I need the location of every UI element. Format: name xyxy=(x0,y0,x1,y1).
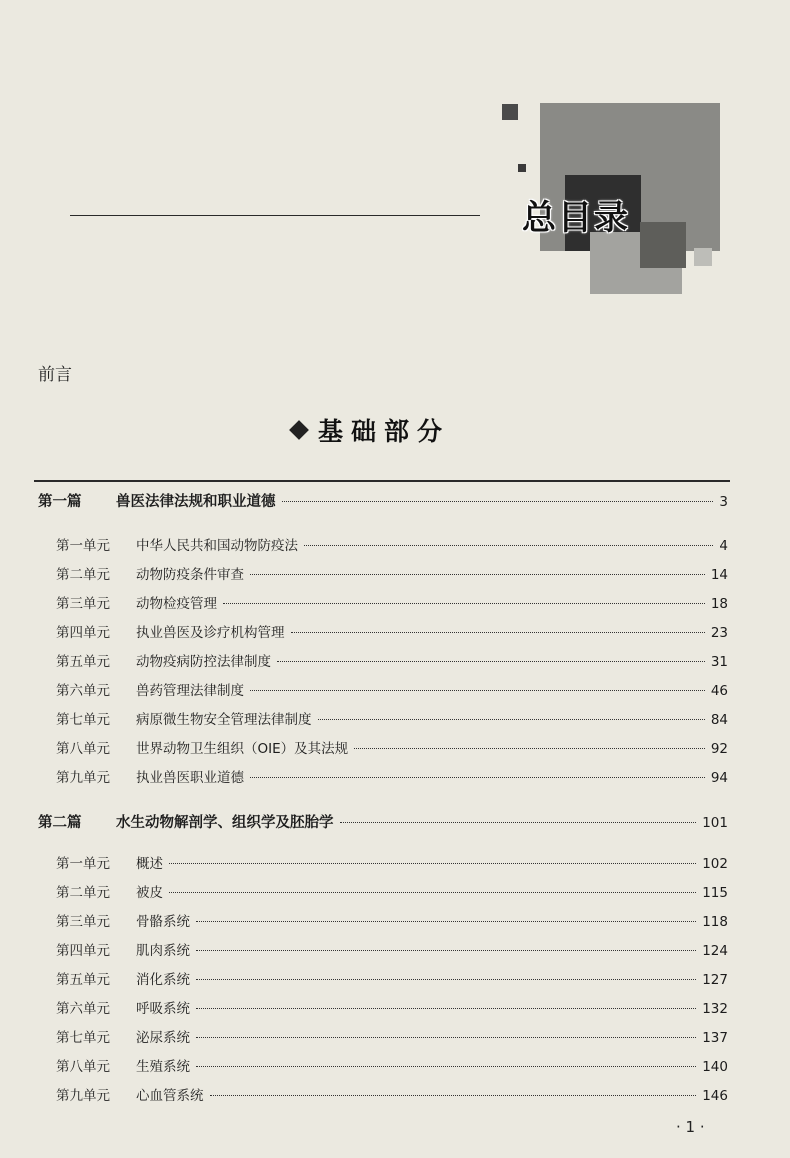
toc-part-entry[interactable] xyxy=(38,491,728,513)
toc-entry-title: 心血管系统 xyxy=(136,1088,204,1104)
toc-entry-page: 46 xyxy=(710,683,728,699)
preface-entry[interactable]: 前言 xyxy=(38,365,72,385)
top-rule xyxy=(70,215,480,216)
toc-entry-title: 兽药管理法律制度 xyxy=(136,683,244,699)
toc-entry-label: 第一篇 xyxy=(38,494,82,510)
dot-leader xyxy=(169,863,696,864)
toc-unit-entry[interactable] xyxy=(56,709,728,731)
dot-leader xyxy=(169,892,696,893)
toc-unit-entry[interactable] xyxy=(56,1027,728,1049)
toc-unit-entry[interactable] xyxy=(56,593,728,615)
dot-leader xyxy=(250,690,705,691)
toc-entry-label: 第四单元 xyxy=(56,625,110,641)
dot-leader xyxy=(196,1066,696,1067)
toc-entry-label: 第八单元 xyxy=(56,741,110,757)
toc-unit-entry[interactable] xyxy=(56,767,728,789)
toc-unit-entry[interactable] xyxy=(56,998,728,1020)
toc-entry-title: 病原微生物安全管理法律制度 xyxy=(136,712,312,728)
toc-entry-page: 137 xyxy=(702,1030,728,1046)
toc-entry-title: 世界动物卫生组织（OIE）及其法规 xyxy=(136,741,349,757)
dot-leader xyxy=(354,748,705,749)
toc-entry-label: 第五单元 xyxy=(56,972,110,988)
toc-unit-entry[interactable] xyxy=(56,535,728,557)
toc-unit-entry[interactable] xyxy=(56,882,728,904)
decorative-square xyxy=(640,222,686,268)
dot-leader xyxy=(250,574,705,575)
toc-entry-label: 第八单元 xyxy=(56,1059,110,1075)
toc-unit-entry[interactable] xyxy=(56,564,728,586)
dot-leader xyxy=(340,822,697,823)
dot-leader xyxy=(196,1037,696,1038)
toc-entry-title: 动物疫病防控法律制度 xyxy=(136,654,271,670)
toc-entry-label: 第六单元 xyxy=(56,1001,110,1017)
page-number: · 1 · xyxy=(676,1118,705,1136)
toc-entry-label: 第二篇 xyxy=(38,815,82,831)
dot-leader xyxy=(277,661,705,662)
toc-entry-page: 94 xyxy=(710,770,728,786)
decorative-square xyxy=(518,164,526,172)
toc-entry-label: 第三单元 xyxy=(56,914,110,930)
toc-entry-label: 第五单元 xyxy=(56,654,110,670)
toc-entry-label: 第一单元 xyxy=(56,856,110,872)
toc-entry-label: 第七单元 xyxy=(56,1030,110,1046)
toc-entry-title: 生殖系统 xyxy=(136,1059,190,1075)
dot-leader xyxy=(318,719,705,720)
toc-entry-label: 第九单元 xyxy=(56,1088,110,1104)
dot-leader xyxy=(223,603,705,604)
toc-entry-title: 被皮 xyxy=(136,885,163,901)
toc-entry-page: 14 xyxy=(710,567,728,583)
toc-entry-label: 第七单元 xyxy=(56,712,110,728)
toc-entry-page: 3 xyxy=(719,494,728,510)
toc-entry-page: 118 xyxy=(702,914,728,930)
toc-entry-page: 4 xyxy=(719,538,728,554)
toc-entry-label: 第二单元 xyxy=(56,567,110,583)
toc-entry-label: 第六单元 xyxy=(56,683,110,699)
toc-entry-page: 146 xyxy=(702,1088,728,1104)
toc-entry-title: 呼吸系统 xyxy=(136,1001,190,1017)
toc-unit-entry[interactable] xyxy=(56,1056,728,1078)
toc-entry-page: 18 xyxy=(710,596,728,612)
toc-entry-title: 动物检疫管理 xyxy=(136,596,217,612)
toc-unit-entry[interactable] xyxy=(56,622,728,644)
dot-leader xyxy=(304,545,713,546)
toc-entry-title: 动物防疫条件审查 xyxy=(136,567,244,583)
toc-entry-page: 140 xyxy=(702,1059,728,1075)
toc-entry-title: 兽医法律法规和职业道德 xyxy=(116,494,276,510)
section-title: 基础部分 xyxy=(318,417,451,446)
page-title: 总目录 xyxy=(522,198,630,238)
dot-leader xyxy=(196,921,696,922)
toc-unit-entry[interactable] xyxy=(56,680,728,702)
dot-leader xyxy=(196,979,696,980)
toc-entry-title: 肌肉系统 xyxy=(136,943,190,959)
diamond-icon xyxy=(289,420,309,440)
toc-entry-page: 127 xyxy=(702,972,728,988)
toc-entry-title: 中华人民共和国动物防疫法 xyxy=(136,538,298,554)
toc-entry-page: 92 xyxy=(710,741,728,757)
toc-unit-entry[interactable] xyxy=(56,853,728,875)
toc-entry-page: 84 xyxy=(710,712,728,728)
toc-entry-page: 124 xyxy=(702,943,728,959)
decorative-square xyxy=(694,248,712,266)
dot-leader xyxy=(291,632,705,633)
toc-entry-page: 101 xyxy=(702,815,728,831)
toc-entry-label: 第四单元 xyxy=(56,943,110,959)
toc-entry-title: 水生动物解剖学、组织学及胚胎学 xyxy=(116,815,334,831)
dot-leader xyxy=(282,501,714,502)
toc-entry-title: 消化系统 xyxy=(136,972,190,988)
toc-entry-label: 第一单元 xyxy=(56,538,110,554)
section-rule xyxy=(34,480,730,482)
toc-entry-title: 执业兽医及诊疗机构管理 xyxy=(136,625,285,641)
toc-entry-page: 23 xyxy=(710,625,728,641)
toc-unit-entry[interactable] xyxy=(56,911,728,933)
toc-part-entry[interactable] xyxy=(38,812,728,834)
section-heading xyxy=(292,412,450,448)
toc-entry-label: 第九单元 xyxy=(56,770,110,786)
toc-entry-page: 102 xyxy=(702,856,728,872)
toc-entry-label: 第二单元 xyxy=(56,885,110,901)
toc-entry-page: 132 xyxy=(702,1001,728,1017)
toc-unit-entry[interactable] xyxy=(56,969,728,991)
dot-leader xyxy=(250,777,705,778)
dot-leader xyxy=(210,1095,697,1096)
dot-leader xyxy=(196,1008,696,1009)
toc-entry-title: 概述 xyxy=(136,856,163,872)
toc-unit-entry[interactable] xyxy=(56,940,728,962)
toc-entry-label: 第三单元 xyxy=(56,596,110,612)
toc-entry-title: 骨骼系统 xyxy=(136,914,190,930)
dot-leader xyxy=(196,950,696,951)
toc-unit-entry[interactable] xyxy=(56,651,728,673)
toc-entry-page: 115 xyxy=(702,885,728,901)
decorative-square xyxy=(502,104,518,120)
toc-unit-entry[interactable] xyxy=(56,738,728,760)
toc-unit-entry[interactable] xyxy=(56,1085,728,1107)
toc-entry-page: 31 xyxy=(710,654,728,670)
toc-entry-title: 泌尿系统 xyxy=(136,1030,190,1046)
toc-entry-title: 执业兽医职业道德 xyxy=(136,770,244,786)
